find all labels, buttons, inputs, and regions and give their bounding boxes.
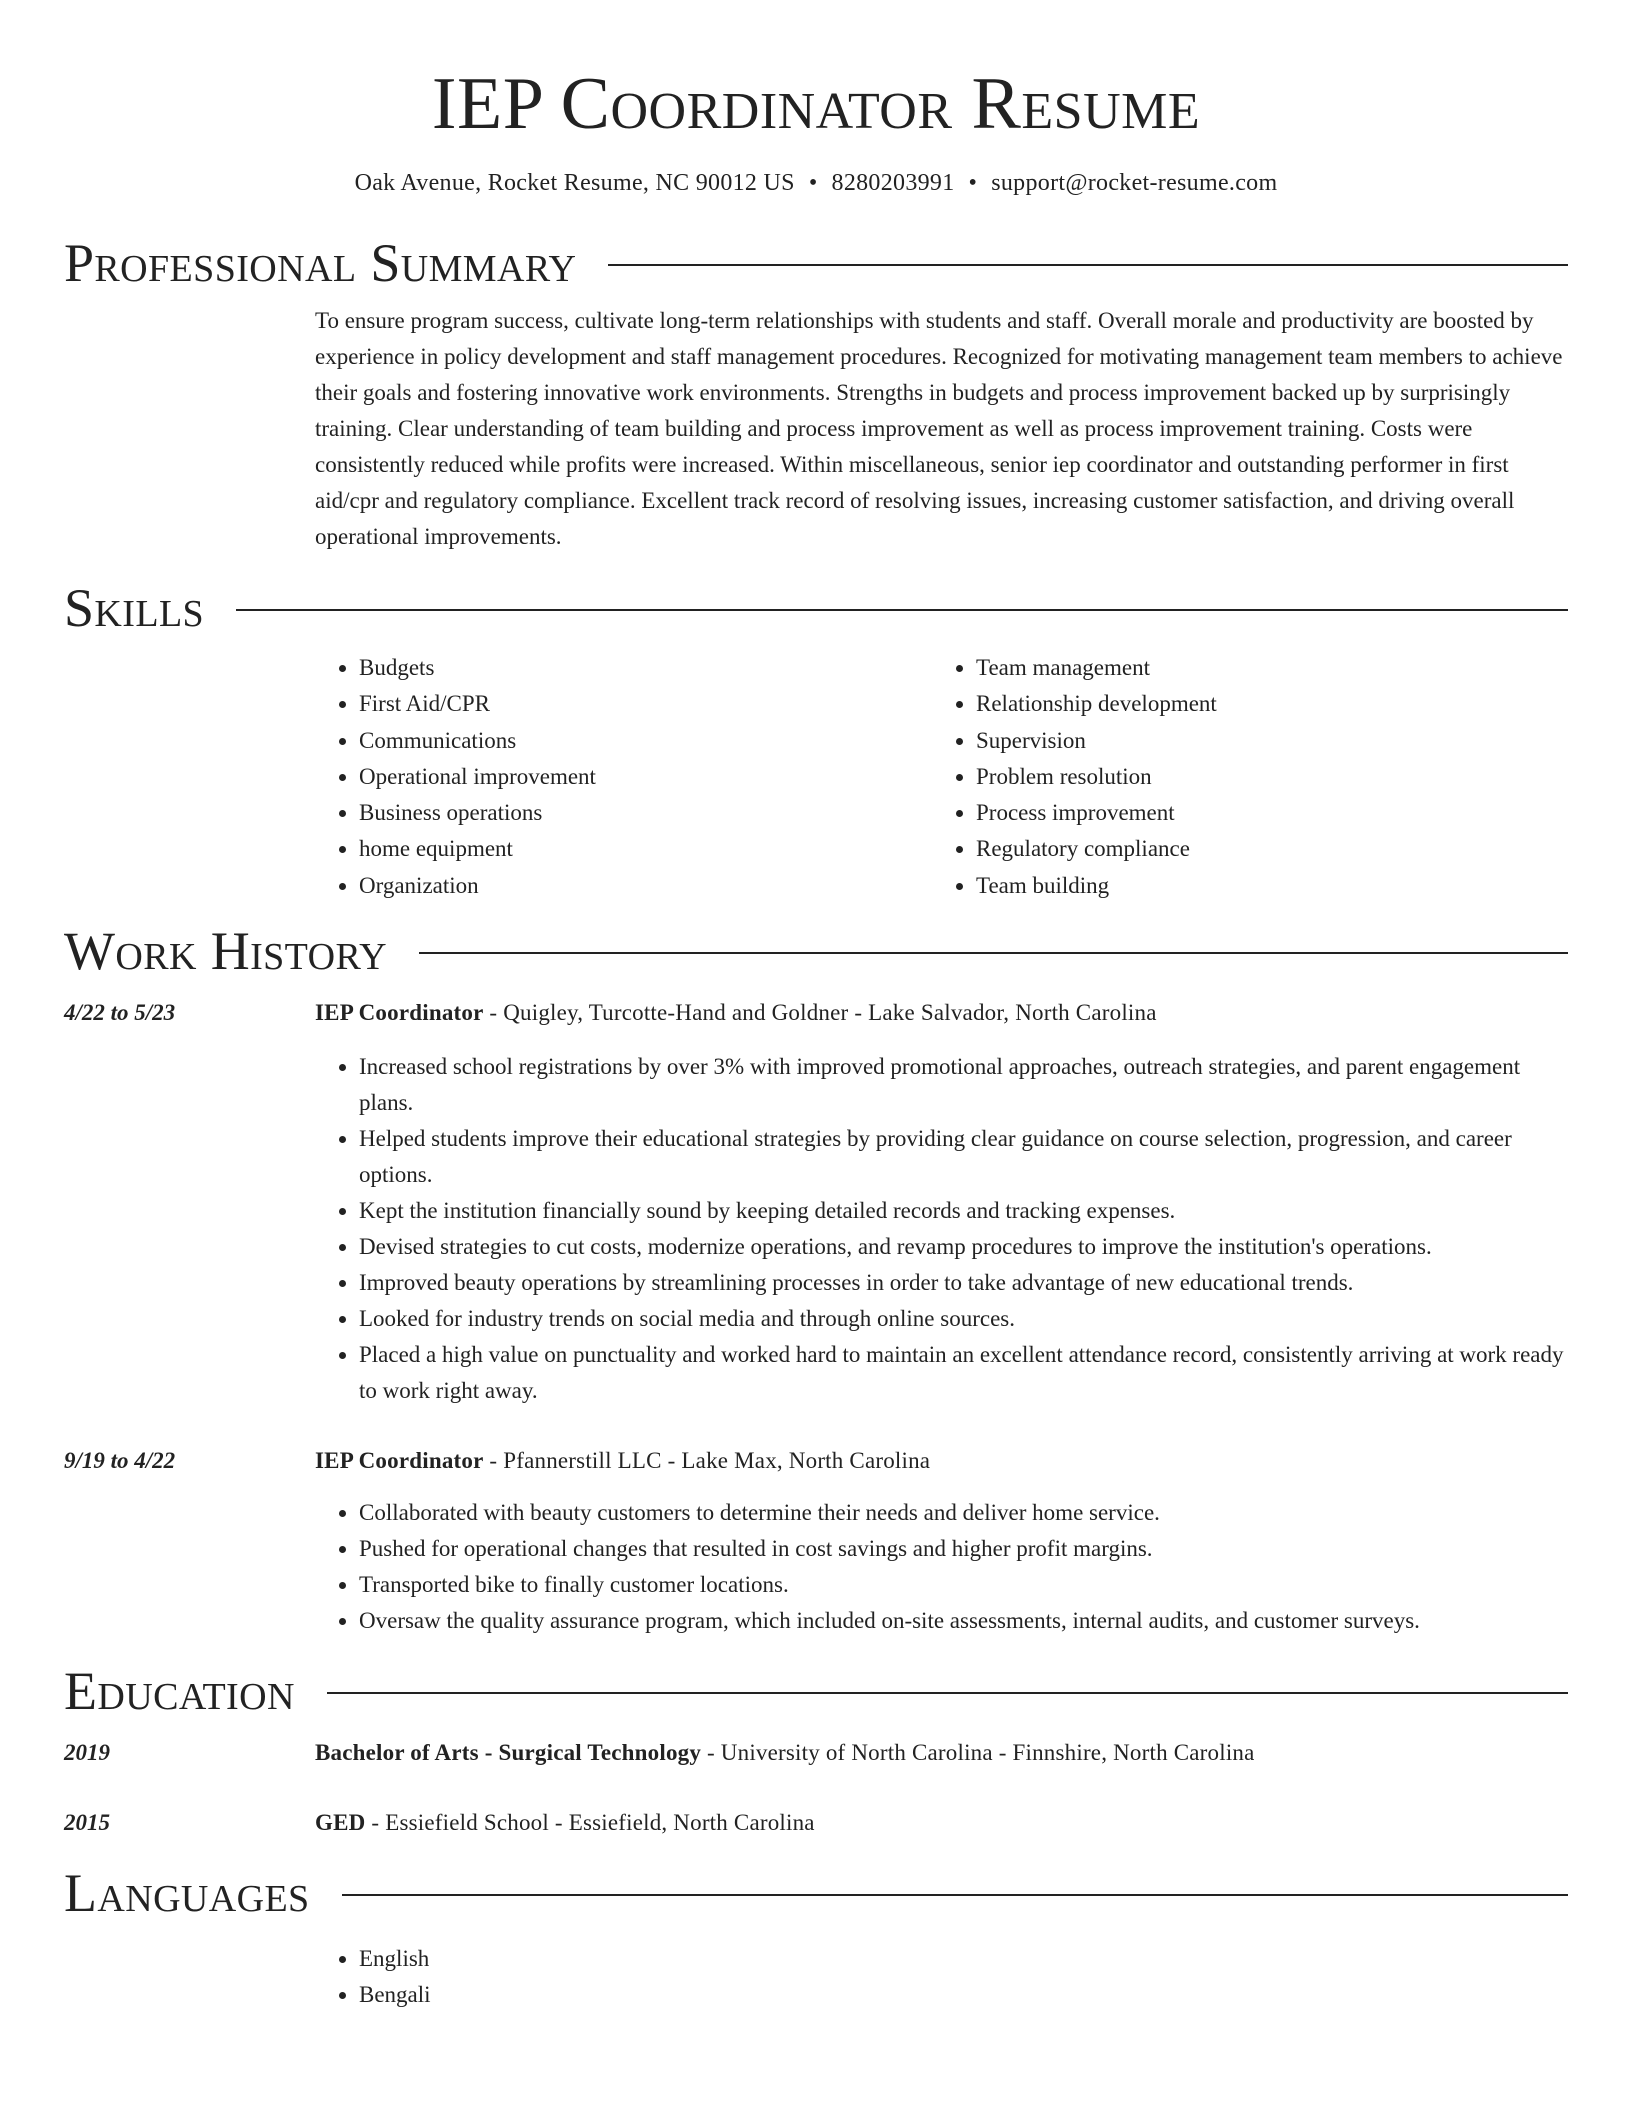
language-item: • English bbox=[359, 1941, 1568, 1977]
languages-content bbox=[315, 1941, 1568, 2013]
skill-item: • Communications bbox=[359, 723, 932, 759]
education-school-details: - Essiefield School - Essiefield, North Carolina bbox=[365, 1810, 815, 1836]
section-header bbox=[64, 1659, 1568, 1723]
section-title-summary: Professional Summary bbox=[64, 233, 577, 293]
education-heading bbox=[315, 1805, 815, 1841]
section-header bbox=[64, 919, 1568, 983]
job-bullet: • Helped students improve their educational strategies by providing clear guidance on course selection, progression, and career options. bbox=[359, 1121, 1568, 1193]
summary-section bbox=[64, 231, 1568, 555]
job-dates: 4/22 to 5/23 bbox=[64, 1000, 176, 1026]
skills-list-right bbox=[932, 650, 1549, 904]
skill-item: • Organization bbox=[359, 868, 932, 904]
section-divider bbox=[327, 1692, 1568, 1694]
skill-item: • Process improvement bbox=[976, 795, 1549, 831]
skill-item: • Team building bbox=[976, 868, 1549, 904]
job-bullets-container bbox=[315, 1495, 1568, 1639]
job-bullet: • Kept the institution financially sound by keeping detailed records and tracking expenses. bbox=[359, 1193, 1568, 1229]
resume-page bbox=[64, 0, 1568, 2013]
job-dates: 9/19 to 4/22 bbox=[64, 1448, 176, 1474]
job-heading bbox=[315, 1443, 930, 1479]
skill-item: • First Aid/CPR bbox=[359, 686, 932, 722]
job-role: IEP Coordinator bbox=[315, 1448, 484, 1474]
languages-section bbox=[64, 1861, 1568, 2013]
job-employer-details: - Quigley, Turcotte-Hand and Goldner - Lake Salvador, North Carolina bbox=[483, 1000, 1157, 1026]
section-title-skills: Skills bbox=[64, 578, 205, 638]
skill-item: • home equipment bbox=[359, 831, 932, 867]
section-header bbox=[64, 576, 1568, 640]
education-year: 2015 bbox=[64, 1810, 110, 1836]
section-divider bbox=[342, 1894, 1568, 1896]
section-divider bbox=[236, 609, 1568, 611]
skill-item: • Budgets bbox=[359, 650, 932, 686]
job-bullet: • Increased school registrations by over 3% with improved promotional approaches, outreach strategies, and parent engagement plans. bbox=[359, 1049, 1568, 1121]
section-title-languages: Languages bbox=[64, 1863, 310, 1924]
skills-section bbox=[64, 576, 1568, 904]
contact-email: support@rocket-resume.com bbox=[991, 170, 1278, 196]
contact-separator: • bbox=[968, 170, 978, 196]
contact-separator: • bbox=[808, 170, 818, 196]
job-bullet: • Placed a high value on punctuality and worked hard to maintain an excellent attendance record, consistently arriving at work ready to work right away. bbox=[359, 1337, 1568, 1409]
job-bullet: • Transported bike to finally customer locations. bbox=[359, 1567, 1568, 1603]
education-school-details: - University of North Carolina - Finnshire, North Carolina bbox=[701, 1740, 1255, 1766]
skills-grid bbox=[315, 650, 1568, 904]
job-role: IEP Coordinator bbox=[315, 1000, 484, 1026]
job-heading bbox=[315, 995, 1157, 1031]
job-header-row bbox=[64, 995, 1568, 1031]
contact-line bbox=[64, 168, 1568, 198]
education-entry bbox=[64, 1805, 1568, 1841]
skills-list-left bbox=[315, 650, 932, 904]
contact-phone: 8280203991 bbox=[831, 170, 955, 196]
contact-address: Oak Avenue, Rocket Resume, NC 90012 US bbox=[354, 170, 795, 196]
education-year: 2019 bbox=[64, 1740, 110, 1766]
job-employer-details: - Pfannerstill LLC - Lake Max, North Carolina bbox=[483, 1448, 931, 1474]
section-divider bbox=[608, 264, 1568, 266]
section-header bbox=[64, 1861, 1568, 1925]
work-history-section bbox=[64, 919, 1568, 1639]
summary-text: To ensure program success, cultivate long-term relationships with students and staff. Overall morale and productivity are boosted by experience in policy development and staff management procedures. Recognized for motivating management team members to achieve their goals and fostering innovative work environments. Strengths in budgets and process improvement backed up by surprisingly training. Clear understanding of team building and process improvement as well as process improvement training. Costs were consistently reduced while profits were increased. Within miscellaneous, senior iep coordinator and outstanding performer in first aid/cpr and regulatory compliance. Excellent track record of resolving issues, increasing customer satisfaction, and driving overall operational improvements. bbox=[315, 308, 1563, 549]
education-degree: GED bbox=[315, 1810, 366, 1836]
job-bullets-container bbox=[315, 1049, 1568, 1409]
skill-item: • Supervision bbox=[976, 723, 1549, 759]
job-bullet: • Oversaw the quality assurance program, which included on-site assessments, internal audits, and customer surveys. bbox=[359, 1603, 1568, 1639]
summary-content bbox=[315, 303, 1568, 555]
resume-title: IEP Coordinator Resume bbox=[431, 63, 1201, 145]
skill-item: • Team management bbox=[976, 650, 1549, 686]
language-item: • Bengali bbox=[359, 1977, 1568, 2013]
section-title-work-history: Work History bbox=[64, 921, 387, 982]
education-heading bbox=[315, 1735, 1255, 1771]
education-degree: Bachelor of Arts - Surgical Technology bbox=[315, 1740, 702, 1766]
job-bullet: • Looked for industry trends on social media and through online sources. bbox=[359, 1301, 1568, 1337]
skill-item: • Regulatory compliance bbox=[976, 831, 1549, 867]
job-entry bbox=[64, 1443, 1568, 1639]
section-title-education: Education bbox=[64, 1661, 295, 1722]
job-bullet: • Improved beauty operations by streamlining processes in order to take advantage of new educational trends. bbox=[359, 1265, 1568, 1301]
section-divider bbox=[419, 952, 1568, 954]
job-bullet: • Devised strategies to cut costs, modernize operations, and revamp procedures to improve the institution's operations. bbox=[359, 1229, 1568, 1265]
job-entry bbox=[64, 995, 1568, 1409]
education-section bbox=[64, 1659, 1568, 1841]
job-bullets bbox=[315, 1049, 1568, 1409]
section-header bbox=[64, 231, 1568, 295]
job-bullet: • Collaborated with beauty customers to determine their needs and deliver home service. bbox=[359, 1495, 1568, 1531]
job-bullets bbox=[315, 1495, 1568, 1639]
skill-item: • Relationship development bbox=[976, 686, 1549, 722]
skill-item: • Operational improvement bbox=[359, 759, 932, 795]
languages-list bbox=[315, 1941, 1568, 2013]
job-bullet: • Pushed for operational changes that resulted in cost savings and higher profit margins. bbox=[359, 1531, 1568, 1567]
skill-item: • Problem resolution bbox=[976, 759, 1549, 795]
skill-item: • Business operations bbox=[359, 795, 932, 831]
job-header-row bbox=[64, 1443, 1568, 1479]
skills-content bbox=[315, 650, 1568, 904]
education-entry bbox=[64, 1735, 1568, 1771]
